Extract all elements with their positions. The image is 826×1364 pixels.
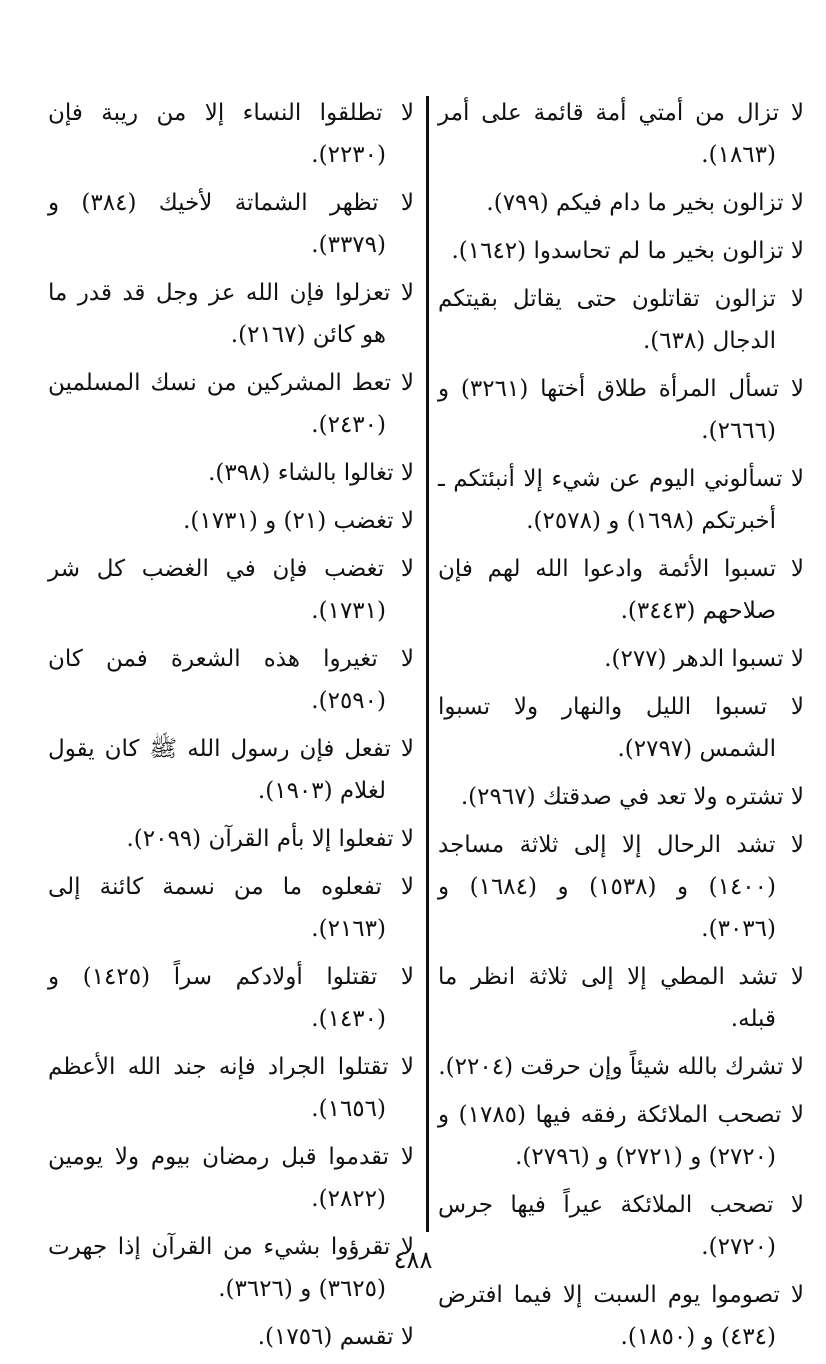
- index-entry: لا تغضب (٢١) و (١٧٣١).: [183, 508, 414, 534]
- index-entry: لا تزال من أمتي أمة قائمة على أمر (١٨٦٣).: [438, 100, 804, 168]
- index-entry: لا تقسم (١٧٥٦).: [257, 1324, 414, 1350]
- left-column: [48, 92, 414, 1364]
- index-entry: لا تسألوني اليوم عن شيء إلا أنبئتكم ـ أخبرتكم (١٦٩٨) و (٢٥٧٨).: [438, 466, 804, 534]
- index-entry: لا تظهر الشماتة لأخيك (٣٨٤) و (٣٣٧٩).: [48, 190, 414, 258]
- index-entry: لا تصوموا يوم السبت إلا فيما افترض (٤٣٤) و (١٨٥٠).: [438, 1282, 804, 1350]
- index-entry: لا تسبوا الدهر (٢٧٧).: [604, 646, 804, 672]
- index-entry: لا تطلقوا النساء إلا من ريبة فإن (٢٢٣٠).: [48, 100, 414, 168]
- index-entry: لا تفعلوه ما من نسمة كائنة إلى (٢١٦٣).: [48, 874, 414, 942]
- index-entry: لا تصحب الملائكة رفقه فيها (١٧٨٥) و (٢٧٢٠) و (٢٧٢١) و (٢٧٩٦).: [438, 1102, 804, 1170]
- index-entry: لا تغالوا بالشاء (٣٩٨).: [208, 460, 414, 486]
- index-entry: لا تقرؤوا بشيء من القرآن إذا جهرت (٣٦٢٥) و (٣٦٢٦).: [48, 1234, 414, 1302]
- index-entry: لا تشتره ولا تعد في صدقتك (٢٩٦٧).: [460, 784, 804, 810]
- index-entry: لا تزالون بخير ما لم تحاسدوا (١٦٤٢).: [451, 238, 804, 264]
- index-entry: لا تسبوا الليل والنهار ولا تسبوا الشمس (٢٧٩٧).: [438, 694, 804, 762]
- index-entry: لا تغضب فإن في الغضب كل شر (١٧٣١).: [48, 556, 414, 624]
- index-entry: لا تشد المطي إلا إلى ثلاثة انظر ما قبله.: [438, 964, 804, 1032]
- index-entry: لا تزالون بخير ما دام فيكم (٧٩٩).: [486, 190, 804, 216]
- page-number: ٤٨٨: [393, 1246, 433, 1274]
- index-entry: لا تعزلوا فإن الله عز وجل قد قدر ما هو كائن (٢١٦٧).: [48, 280, 414, 348]
- index-entry: لا تفعلوا إلا بأم القرآن (٢٠٩٩).: [126, 826, 414, 852]
- index-entry: لا تشد الرحال إلا إلى ثلاثة مساجد (١٤٠٠) و (١٥٣٨) و (١٦٨٤) و (٣٠٣٦).: [438, 832, 804, 942]
- index-entry: لا تقدموا قبل رمضان بيوم ولا يومين (٢٨٢٢).: [48, 1144, 414, 1212]
- column-divider: [426, 96, 429, 1232]
- index-entry: لا تقتلوا أولادكم سراً (١٤٢٥) و (١٤٣٠).: [48, 964, 414, 1032]
- index-entry: لا تسبوا الأئمة وادعوا الله لهم فإن صلاحهم (٣٤٤٣).: [438, 556, 804, 624]
- index-entry: لا تزالون تقاتلون حتى يقاتل بقيتكم الدجال (٦٣٨).: [438, 286, 804, 354]
- index-entry: لا تغيروا هذه الشعرة فمن كان (٢٥٩٠).: [48, 646, 414, 714]
- index-entry: لا تشرك بالله شيئاً وإن حرقت (٢٢٠٤).: [438, 1054, 804, 1080]
- right-column: [438, 92, 804, 1364]
- index-entry: لا تعط المشركين من نسك المسلمين (٢٤٣٠).: [48, 370, 414, 438]
- index-entry: لا تقتلوا الجراد فإنه جند الله الأعظم (١٦٥٦).: [48, 1054, 414, 1122]
- index-entry: لا تسأل المرأة طلاق أختها (٣٢٦١) و (٢٦٦٦).: [438, 376, 804, 444]
- index-entry: لا تصحب الملائكة عيراً فيها جرس (٢٧٢٠).: [438, 1192, 804, 1260]
- index-entry: لا تفعل فإن رسول الله ﷺ كان يقول لغلام (١٩٠٣).: [48, 736, 414, 804]
